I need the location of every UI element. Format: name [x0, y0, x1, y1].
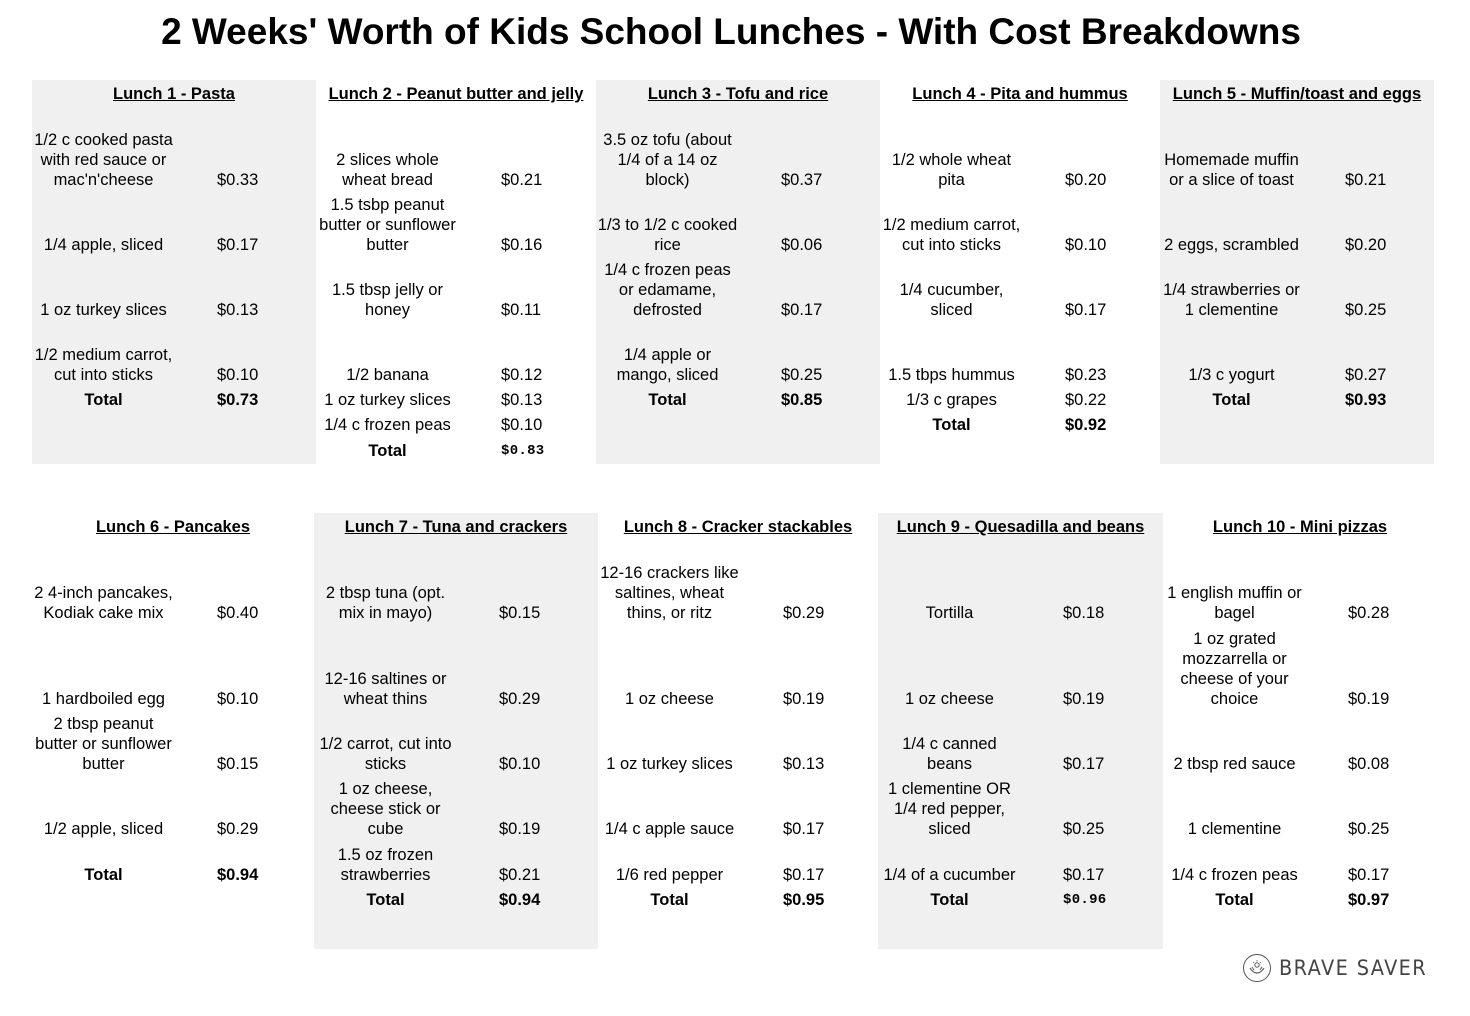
item-name: 1/4 cucumber, sliced	[899, 281, 1004, 319]
item-name: 1/4 strawberries or 1 clementine	[1163, 281, 1300, 319]
item-price: $0.10	[501, 416, 543, 434]
lunch-card-10	[1163, 513, 1437, 949]
lunch-heading: Lunch 7 - Tuna and crackers	[344, 518, 568, 536]
item-name: 1 oz cheese	[625, 690, 714, 708]
lunch-heading: Lunch 9 - Quesadilla and beans	[896, 518, 1145, 536]
total-row	[598, 513, 878, 910]
item-name: 1/2 whole wheat pita	[891, 151, 1012, 189]
item-name: 1/2 c cooked pasta with red sauce or mac'n'cheese	[34, 131, 173, 189]
brand-name: BRAVE SAVER	[1279, 956, 1428, 980]
item-name: 1 clementine	[1187, 820, 1282, 838]
item-price: $0.40	[217, 604, 259, 622]
lunch-card-9	[878, 513, 1163, 949]
total-label: Total	[366, 891, 405, 909]
lunch-heading: Lunch 3 - Tofu and rice	[647, 85, 829, 103]
total-price: $0.73	[217, 391, 259, 409]
item-name: 1/4 c frozen peas or edamame, defrosted	[604, 261, 731, 319]
total-label: Total	[932, 416, 971, 434]
item-price: $0.25	[1063, 820, 1105, 838]
total-price: $0.83	[501, 443, 545, 459]
total-row	[316, 80, 596, 461]
item-price: $0.17	[783, 820, 825, 838]
total-label: Total	[648, 391, 687, 409]
item-price: $0.15	[217, 755, 259, 773]
item-price: $0.25	[781, 366, 823, 384]
item-price: $0.37	[781, 171, 823, 189]
item-price: $0.13	[217, 301, 259, 319]
item-price: $0.29	[217, 820, 259, 838]
lunch-card-8	[598, 513, 878, 949]
item-price: $0.06	[781, 236, 823, 254]
item-price: $0.20	[1345, 236, 1387, 254]
total-row	[32, 80, 316, 410]
item-name: 1.5 tbsp jelly or honey	[332, 281, 443, 319]
item-name: 1.5 oz frozen strawberries	[337, 846, 434, 884]
item-name: 1.5 tsbp peanut butter or sunflower butter	[319, 196, 456, 254]
item-name: 1/2 apple, sliced	[43, 820, 164, 838]
total-label: Total	[368, 442, 407, 460]
item-price: $0.12	[501, 366, 543, 384]
total-row	[880, 80, 1160, 435]
item-name: 12-16 crackers like saltines, wheat thins, or ritz	[600, 564, 739, 622]
total-price: $0.93	[1345, 391, 1387, 409]
item-price: $0.18	[1063, 604, 1105, 622]
item-price: $0.21	[501, 171, 543, 189]
item-price: $0.19	[1063, 690, 1105, 708]
item-name: 1 english muffin or bagel	[1167, 584, 1302, 622]
lunch-card-4	[880, 80, 1160, 464]
item-name: 1/4 c frozen peas	[1171, 866, 1298, 884]
item-price: $0.13	[501, 391, 543, 409]
total-label: Total	[84, 866, 123, 884]
item-name: 1 oz turkey slices	[324, 391, 451, 409]
item-price: $0.17	[781, 301, 823, 319]
item-name: 1/4 apple or mango, sliced	[616, 346, 719, 384]
item-name: Tortilla	[925, 604, 974, 622]
lunch-card-2	[316, 80, 596, 464]
item-name: 1/3 to 1/2 c cooked rice	[597, 216, 738, 254]
item-price: $0.21	[1345, 171, 1387, 189]
item-name: 12-16 saltines or wheat thins	[324, 670, 447, 708]
item-name: 1/3 c grapes	[906, 391, 997, 409]
total-row	[314, 513, 598, 910]
lunch-heading: Lunch 6 - Pancakes	[95, 518, 251, 536]
total-price: $0.92	[1065, 416, 1107, 434]
item-name: Homemade muffin or a slice of toast	[1164, 151, 1299, 189]
item-name: 1/4 of a cucumber	[883, 866, 1016, 884]
item-price: $0.27	[1345, 366, 1387, 384]
lunch-heading: Lunch 8 - Cracker stackables	[623, 518, 853, 536]
item-price: $0.29	[783, 604, 825, 622]
total-price: $0.96	[1063, 892, 1107, 908]
lunch-heading: Lunch 5 - Muffin/toast and eggs	[1172, 85, 1422, 103]
item-name: 1/2 medium carrot, cut into sticks	[882, 216, 1021, 254]
item-name: 1/2 carrot, cut into sticks	[319, 735, 452, 773]
item-name: 1 oz grated mozzarrella or cheese of your choice	[1180, 630, 1289, 708]
item-price: $0.10	[1065, 236, 1107, 254]
item-name: 1 hardboiled egg	[42, 690, 165, 708]
lunch-heading: Lunch 4 - Pita and hummus	[912, 85, 1128, 103]
item-price: $0.10	[217, 366, 259, 384]
lunch-heading: Lunch 2 - Peanut butter and jelly	[328, 85, 584, 103]
item-name: 1 oz turkey slices	[606, 755, 733, 773]
lunch-card-3	[596, 80, 880, 464]
item-name: 1 oz turkey slices	[40, 301, 167, 319]
item-price: $0.19	[499, 820, 541, 838]
item-price: $0.25	[1345, 301, 1387, 319]
total-price: $0.95	[783, 891, 825, 909]
lunch-card-6	[32, 513, 314, 949]
item-price: $0.15	[499, 604, 541, 622]
item-price: $0.17	[1348, 866, 1390, 884]
page-title: 2 Weeks' Worth of Kids School Lunches - With Cost Breakdowns	[161, 11, 1301, 52]
item-price: $0.22	[1065, 391, 1107, 409]
item-name: 1/4 c frozen peas	[324, 416, 451, 434]
total-row	[32, 513, 314, 885]
total-row	[1160, 80, 1434, 410]
total-label: Total	[650, 891, 689, 909]
item-name: 1/2 medium carrot, cut into sticks	[34, 346, 173, 384]
item-price: $0.33	[217, 171, 259, 189]
item-price: $0.29	[499, 690, 541, 708]
item-price: $0.17	[1065, 301, 1107, 319]
item-name: 1.5 tbps hummus	[888, 366, 1015, 384]
item-name: 1/4 c canned beans	[902, 735, 997, 773]
item-name: 1/3 c yogurt	[1188, 366, 1275, 384]
item-price: $0.13	[783, 755, 825, 773]
total-label: Total	[930, 891, 969, 909]
total-row	[878, 513, 1163, 910]
item-name: 1/4 apple, sliced	[43, 236, 164, 254]
item-price: $0.21	[499, 866, 541, 884]
item-name: 2 4-inch pancakes, Kodiak cake mix	[34, 584, 173, 622]
item-price: $0.25	[1348, 820, 1390, 838]
hands-sprout-icon	[1243, 954, 1271, 982]
item-name: 1 oz cheese	[905, 690, 994, 708]
total-label: Total	[84, 391, 123, 409]
total-price: $0.97	[1348, 891, 1390, 909]
total-label: Total	[1215, 891, 1254, 909]
item-name: 2 tbsp tuna (opt. mix in mayo)	[325, 584, 446, 622]
lunch-heading: Lunch 10 - Mini pizzas	[1212, 518, 1388, 536]
item-price: $0.17	[1063, 866, 1105, 884]
brand-logo	[1243, 952, 1440, 984]
total-label: Total	[1212, 391, 1251, 409]
lunch-card-5	[1160, 80, 1434, 464]
lunch-card-7	[314, 513, 598, 949]
item-name: 2 eggs, scrambled	[1164, 236, 1299, 254]
total-row	[596, 80, 880, 410]
item-name: 1 oz cheese, cheese stick or cube	[330, 780, 441, 838]
total-price: $0.94	[217, 866, 259, 884]
total-row	[1163, 513, 1437, 910]
item-price: $0.17	[1063, 755, 1105, 773]
item-price: $0.11	[501, 301, 542, 319]
item-price: $0.19	[783, 690, 825, 708]
item-name: 1/6 red pepper	[615, 866, 724, 884]
item-name: 1/2 banana	[346, 366, 429, 384]
lunch-heading: Lunch 1 - Pasta	[113, 85, 235, 103]
item-price: $0.28	[1348, 604, 1390, 622]
item-price: $0.23	[1065, 366, 1107, 384]
total-price: $0.85	[781, 391, 823, 409]
item-name: 2 tbsp peanut butter or sunflower butter	[35, 715, 172, 773]
lunch-card-1	[32, 80, 316, 464]
item-price: $0.17	[783, 866, 825, 884]
item-price: $0.16	[501, 236, 543, 254]
item-name: 2 slices whole wheat bread	[336, 151, 439, 189]
item-name: 3.5 oz tofu (about 1/4 of a 14 oz block)	[603, 131, 732, 189]
total-price: $0.94	[499, 891, 541, 909]
item-price: $0.19	[1348, 690, 1390, 708]
item-price: $0.10	[217, 690, 259, 708]
item-name: 2 tbsp red sauce	[1173, 755, 1296, 773]
item-name: 1/4 c apple sauce	[604, 820, 735, 838]
item-price: $0.10	[499, 755, 541, 773]
item-price: $0.08	[1348, 755, 1390, 773]
item-price: $0.20	[1065, 171, 1107, 189]
item-price: $0.17	[217, 236, 259, 254]
item-name: 1 clementine OR 1/4 red pepper, sliced	[888, 780, 1011, 838]
